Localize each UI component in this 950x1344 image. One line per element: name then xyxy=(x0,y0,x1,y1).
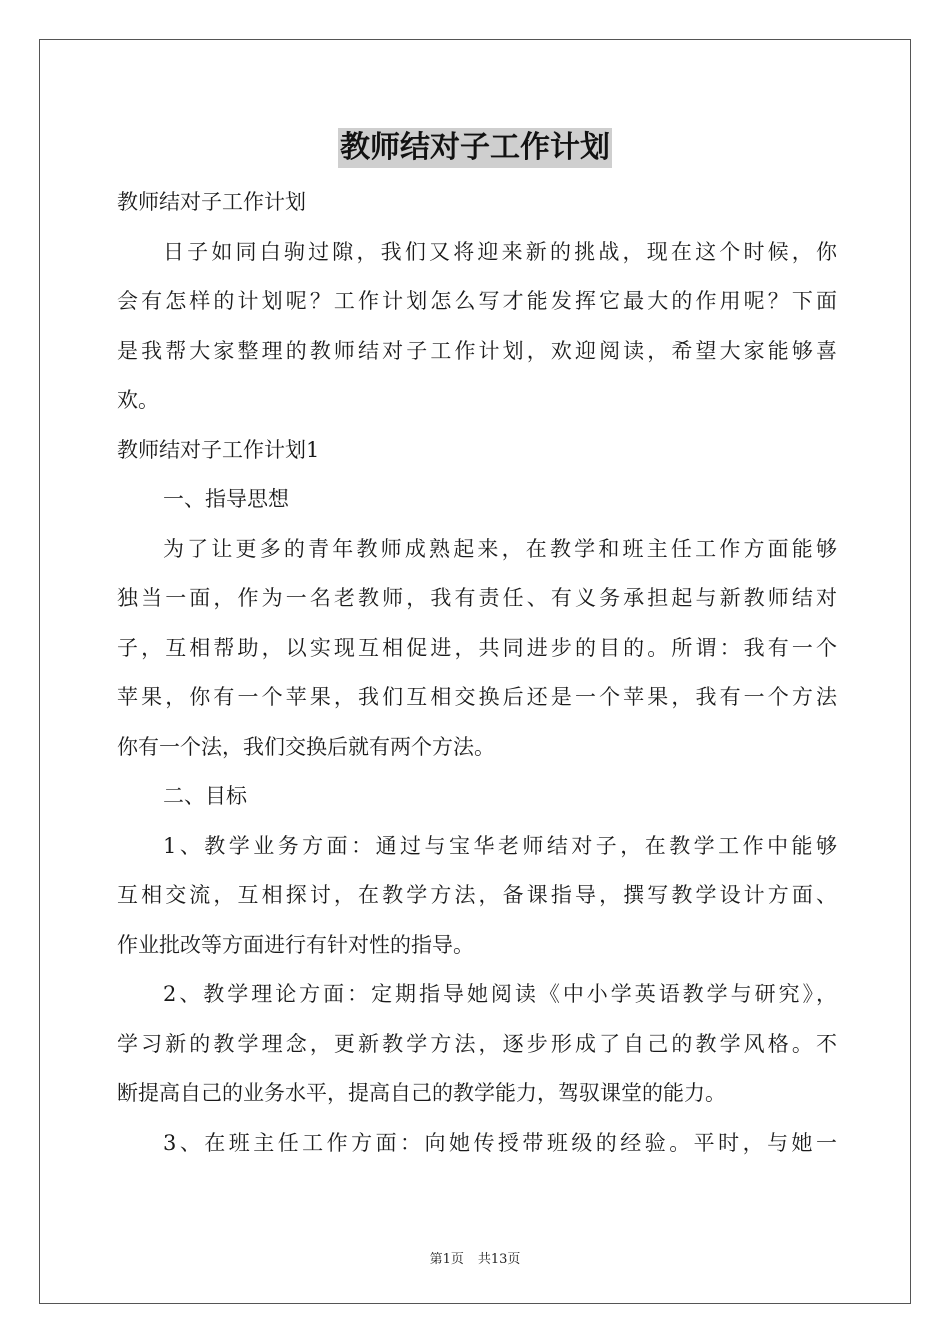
paragraph-line: 3、在班主任工作方面：向她传授带班级的经验。平时，与她一 xyxy=(163,1130,837,1155)
paragraph-line: 日子如同白驹过隙，我们又将迎来新的挑战，现在这个时候，你 xyxy=(163,239,837,264)
paragraph-line: 是我帮大家整理的教师结对子工作计划，欢迎阅读，希望大家能够喜 xyxy=(117,338,837,363)
paragraph-line: 2、教学理论方面：定期指导她阅读《中小学英语教学与研究》， xyxy=(163,982,837,1006)
section-heading: 教师结对子工作计划1 xyxy=(117,437,320,462)
paragraph-line: 教师结对子工作计划 xyxy=(117,190,306,214)
paragraph-line: 学习新的教学理念，更新教学方法，逐步形成了自己的教学风格。不 xyxy=(117,1031,837,1056)
paragraph-line: 子，互相帮助，以实现互相促进，共同进步的目的。所谓：我有一个 xyxy=(117,635,837,660)
paragraph-line: 欢。 xyxy=(117,388,159,412)
subsection-heading: 一、指导思想 xyxy=(163,487,289,511)
page-total: 共13页 xyxy=(477,1252,521,1267)
document-title: 教师结对子工作计划 xyxy=(338,128,612,168)
paragraph-line: 为了让更多的青年教师成熟起来，在教学和班主任工作方面能够 xyxy=(163,536,837,561)
paragraph-line: 互相交流，互相探讨，在教学方法，备课指导，撰写教学设计方面、 xyxy=(117,883,837,907)
page-number: 第1页 xyxy=(429,1252,464,1267)
paragraph-line: 1、教学业务方面：通过与宝华老师结对子，在教学工作中能够 xyxy=(163,833,837,858)
title-container xyxy=(0,128,950,168)
paragraph-line: 会有怎样的计划呢？工作计划怎么写才能发挥它最大的作用呢？下面 xyxy=(117,289,837,313)
paragraph-line: 独当一面，作为一名老教师，我有责任、有义务承担起与新教师结对 xyxy=(117,586,837,610)
subsection-heading: 二、目标 xyxy=(163,784,247,808)
paragraph-line: 作业批改等方面进行有针对性的指导。 xyxy=(117,932,474,957)
page-footer xyxy=(0,1248,950,1267)
paragraph-line: 苹果，你有一个苹果，我们互相交换后还是一个苹果，我有一个方法 xyxy=(117,685,837,709)
paragraph-line: 你有一个法，我们交换后就有两个方法。 xyxy=(117,734,495,759)
paragraph-line: 断提高自己的业务水平，提高自己的教学能力，驾驭课堂的能力。 xyxy=(117,1081,726,1105)
document-body xyxy=(117,178,837,1168)
